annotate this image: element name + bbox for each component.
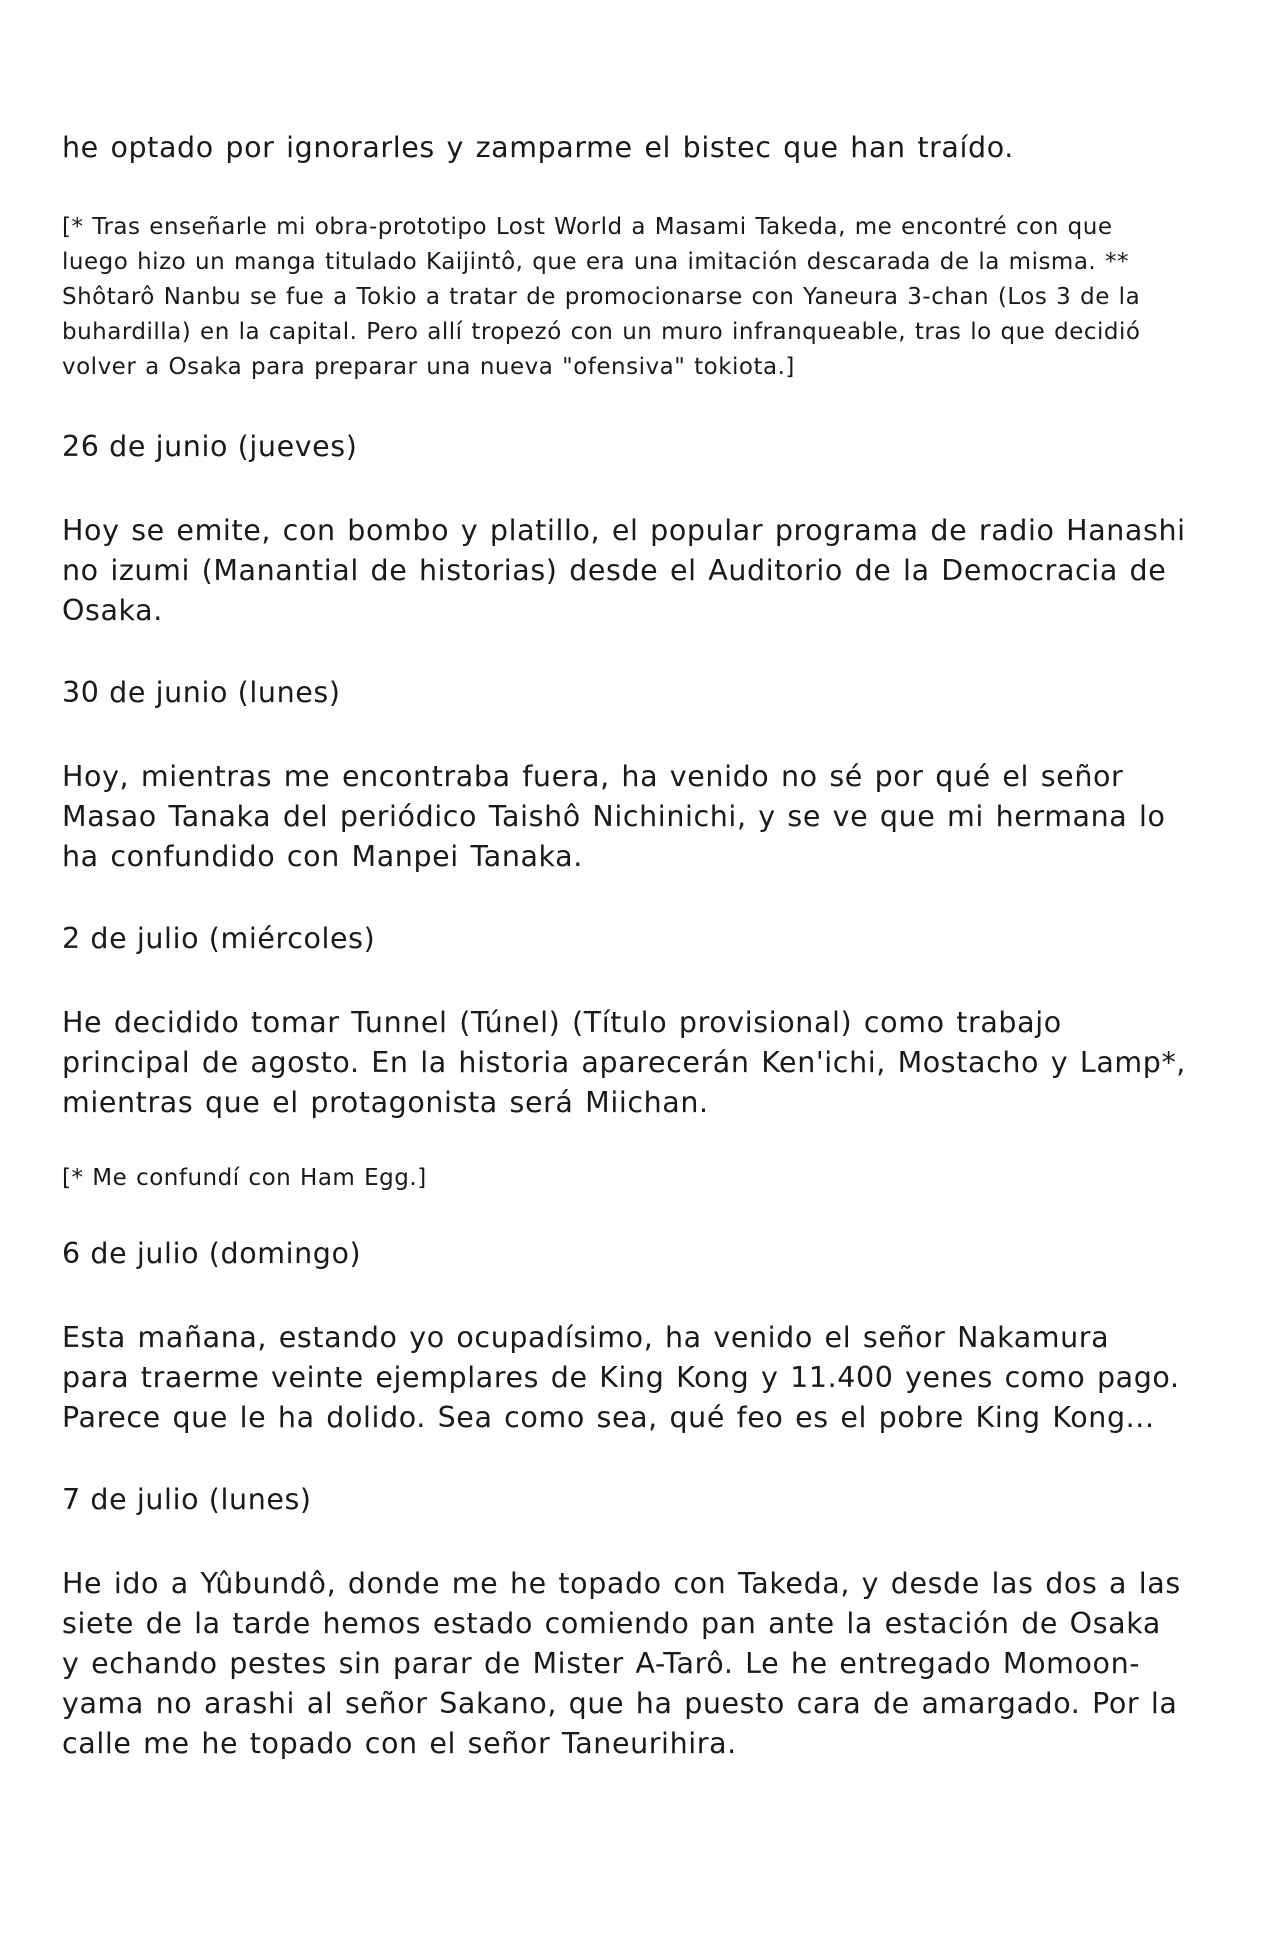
- diary-entry-2-july: He decidido tomar Tunnel (Túnel) (Título provisional) como trabajo principal de agosto. En la historia aparecerán Ken'ichi, Mostacho y Lamp*, mientras que el protagonista será Miichan.: [62, 1006, 1186, 1119]
- diary-entry-26-june: Hoy se emite, con bombo y platillo, el popular programa de radio Hanashi no izumi (Manantial de historias) desde el Auditorio de la Democracia de Osaka.: [62, 514, 1186, 627]
- diary-date-30-june: 30 de junio (lunes): [62, 676, 341, 709]
- diary-entry-7-july: He ido a Yûbundô, donde me he topado con Takeda, y desde las dos a las siete de la tarde hemos estado comiendo pan ante la estación de Osaka y echando pestes sin parar de Mister A-Tarô. Le he entregado Momoon-yama no arashi al señor Sakano, que ha puesto cara de amargado. Por la calle me he topado con el señor Taneurihira.: [62, 1567, 1181, 1760]
- diary-paragraph-intro: he optado por ignorarles y zamparme el bistec que han traído.: [62, 131, 1014, 164]
- diary-date-6-july: 6 de julio (domingo): [62, 1237, 362, 1270]
- footnote-ham-egg: [* Me confundí con Ham Egg.]: [62, 1165, 427, 1191]
- diary-entry-6-july: Esta mañana, estando yo ocupadísimo, ha venido el señor Nakamura para traerme veinte ejemplares de King Kong y 11.400 yenes como pago. Parece que le ha dolido. Sea como sea, qué feo es el pobre King Kong...: [62, 1321, 1180, 1434]
- footnote-lost-world: [* Tras enseñarle mi obra-prototipo Lost World a Masami Takeda, me encontré con que luego hizo un manga titulado Kaijintô, que era una imitación descarada de la misma. ** Shôtarô Nanbu se fue a Tokio a tratar de promocionarse con Yaneura 3-chan (Los 3 de la buhardilla) en la capital. Pero allí tropezó con un muro infranqueable, tras lo que decidió volver a Osaka para preparar una nueva "ofensiva" tokiota.]: [62, 214, 1141, 380]
- book-page: [62, 128, 1187, 1764]
- diary-date-2-july: 2 de julio (miércoles): [62, 922, 376, 955]
- diary-date-7-july: 7 de julio (lunes): [62, 1483, 312, 1516]
- diary-entry-30-june: Hoy, mientras me encontraba fuera, ha venido no sé por qué el señor Masao Tanaka del periódico Taishô Nichinichi, y se ve que mi hermana lo ha confundido con Manpei Tanaka.: [62, 760, 1166, 873]
- diary-date-26-june: 26 de junio (jueves): [62, 430, 358, 463]
